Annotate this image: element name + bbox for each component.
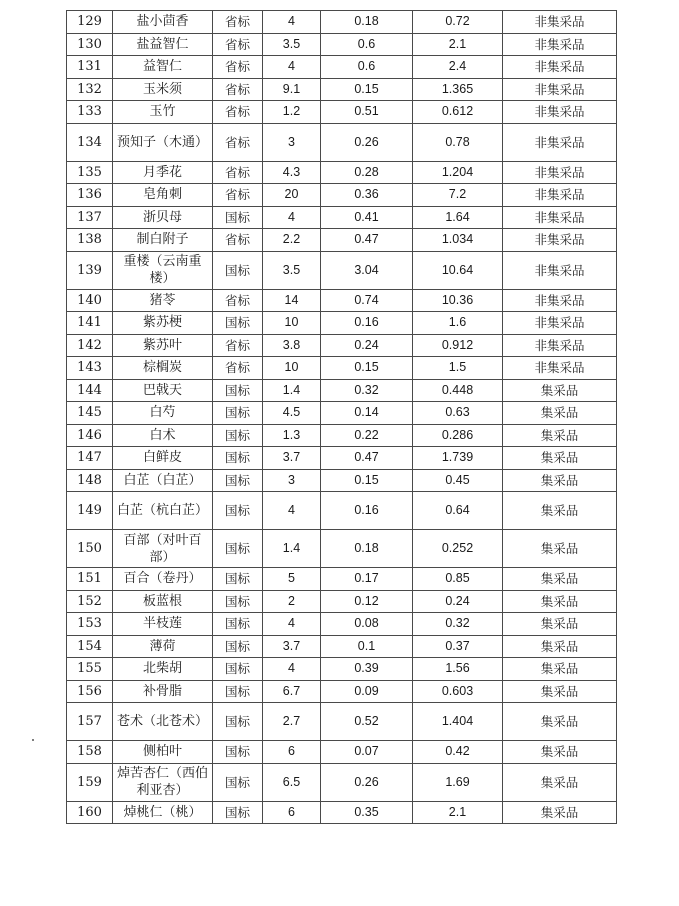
- value-b: 0.07: [321, 741, 413, 764]
- value-a: 4.5: [263, 402, 321, 425]
- procurement-category: 集采品: [503, 741, 617, 764]
- standard: 省标: [213, 33, 263, 56]
- procurement-category: 集采品: [503, 424, 617, 447]
- procurement-category: 集采品: [503, 613, 617, 636]
- table-row: [67, 658, 617, 681]
- table-row: [67, 33, 617, 56]
- value-c: 0.78: [413, 123, 503, 161]
- value-c: 1.56: [413, 658, 503, 681]
- standard: 省标: [213, 56, 263, 79]
- procurement-category: 集采品: [503, 530, 617, 568]
- value-b: 0.24: [321, 334, 413, 357]
- procurement-category: 集采品: [503, 658, 617, 681]
- herb-name: 白术: [113, 424, 213, 447]
- row-number: 148: [67, 469, 113, 492]
- value-a: 3: [263, 469, 321, 492]
- value-c: 2.1: [413, 801, 503, 824]
- herb-name: 白鲜皮: [113, 447, 213, 470]
- procurement-category: 集采品: [503, 568, 617, 591]
- value-a: 3: [263, 123, 321, 161]
- value-a: 6: [263, 741, 321, 764]
- standard: 国标: [213, 658, 263, 681]
- value-a: 1.4: [263, 379, 321, 402]
- procurement-category: 非集采品: [503, 56, 617, 79]
- value-c: 0.37: [413, 635, 503, 658]
- standard: 国标: [213, 703, 263, 741]
- standard: 国标: [213, 447, 263, 470]
- value-b: 0.6: [321, 56, 413, 79]
- table-row: [67, 492, 617, 530]
- value-c: 1.034: [413, 229, 503, 252]
- row-number: 136: [67, 184, 113, 207]
- value-c: 0.286: [413, 424, 503, 447]
- row-number: 144: [67, 379, 113, 402]
- table-row: [67, 123, 617, 161]
- herb-name: 月季花: [113, 161, 213, 184]
- value-a: 10: [263, 312, 321, 335]
- value-a: 9.1: [263, 78, 321, 101]
- standard: 省标: [213, 101, 263, 124]
- scan-speck: [32, 739, 34, 741]
- value-a: 6: [263, 801, 321, 824]
- herb-name: 白芍: [113, 402, 213, 425]
- value-a: 3.7: [263, 447, 321, 470]
- herb-name: 紫苏叶: [113, 334, 213, 357]
- herb-name: 盐小茴香: [113, 11, 213, 34]
- value-b: 0.15: [321, 78, 413, 101]
- table-row: [67, 78, 617, 101]
- value-c: 0.42: [413, 741, 503, 764]
- procurement-category: 非集采品: [503, 101, 617, 124]
- herb-name: 紫苏梗: [113, 312, 213, 335]
- standard: 省标: [213, 289, 263, 312]
- procurement-category: 非集采品: [503, 161, 617, 184]
- standard: 国标: [213, 206, 263, 229]
- herb-name: 百合（卷丹）: [113, 568, 213, 591]
- table-row: [67, 289, 617, 312]
- standard: 国标: [213, 379, 263, 402]
- procurement-category: 非集采品: [503, 184, 617, 207]
- value-c: 0.32: [413, 613, 503, 636]
- value-c: 2.4: [413, 56, 503, 79]
- table-row: [67, 251, 617, 289]
- standard: 国标: [213, 251, 263, 289]
- value-b: 0.12: [321, 590, 413, 613]
- procurement-category: 集采品: [503, 402, 617, 425]
- standard: 省标: [213, 357, 263, 380]
- procurement-category: 集采品: [503, 379, 617, 402]
- value-b: 3.04: [321, 251, 413, 289]
- table-row: [67, 613, 617, 636]
- value-c: 0.45: [413, 469, 503, 492]
- value-c: 10.64: [413, 251, 503, 289]
- table-row: [67, 635, 617, 658]
- row-number: 134: [67, 123, 113, 161]
- standard: 省标: [213, 334, 263, 357]
- value-a: 4: [263, 11, 321, 34]
- value-b: 0.52: [321, 703, 413, 741]
- table-row: [67, 229, 617, 252]
- value-c: 0.64: [413, 492, 503, 530]
- value-c: 0.912: [413, 334, 503, 357]
- procurement-category: 非集采品: [503, 11, 617, 34]
- value-a: 2.7: [263, 703, 321, 741]
- table-row: [67, 357, 617, 380]
- value-b: 0.17: [321, 568, 413, 591]
- procurement-category: 集采品: [503, 635, 617, 658]
- row-number: 137: [67, 206, 113, 229]
- table-row: [67, 101, 617, 124]
- procurement-category: 集采品: [503, 763, 617, 801]
- row-number: 142: [67, 334, 113, 357]
- value-a: 5: [263, 568, 321, 591]
- value-c: 0.24: [413, 590, 503, 613]
- standard: 省标: [213, 161, 263, 184]
- herb-name: 益智仁: [113, 56, 213, 79]
- row-number: 133: [67, 101, 113, 124]
- value-c: 0.603: [413, 680, 503, 703]
- row-number: 150: [67, 530, 113, 568]
- standard: 国标: [213, 312, 263, 335]
- table-row: [67, 530, 617, 568]
- table-row: [67, 206, 617, 229]
- standard: 国标: [213, 402, 263, 425]
- value-b: 0.16: [321, 312, 413, 335]
- value-c: 1.6: [413, 312, 503, 335]
- value-a: 10: [263, 357, 321, 380]
- value-a: 3.5: [263, 251, 321, 289]
- table-row: [67, 469, 617, 492]
- value-b: 0.36: [321, 184, 413, 207]
- value-c: 1.64: [413, 206, 503, 229]
- value-a: 2: [263, 590, 321, 613]
- value-c: 2.1: [413, 33, 503, 56]
- table-row: [67, 56, 617, 79]
- value-c: 0.612: [413, 101, 503, 124]
- row-number: 138: [67, 229, 113, 252]
- row-number: 146: [67, 424, 113, 447]
- value-a: 3.8: [263, 334, 321, 357]
- value-b: 0.35: [321, 801, 413, 824]
- herb-name: 白芷（杭白芷）: [113, 492, 213, 530]
- value-b: 0.41: [321, 206, 413, 229]
- value-c: 0.252: [413, 530, 503, 568]
- procurement-category: 非集采品: [503, 229, 617, 252]
- value-a: 4: [263, 206, 321, 229]
- standard: 省标: [213, 11, 263, 34]
- value-b: 0.26: [321, 123, 413, 161]
- herb-name: 预知子（木通）: [113, 123, 213, 161]
- herb-name: 重楼（云南重楼）: [113, 251, 213, 289]
- standard: 省标: [213, 229, 263, 252]
- row-number: 135: [67, 161, 113, 184]
- procurement-category: 非集采品: [503, 357, 617, 380]
- table-row: [67, 424, 617, 447]
- table-row: [67, 680, 617, 703]
- value-b: 0.22: [321, 424, 413, 447]
- row-number: 152: [67, 590, 113, 613]
- table-row: [67, 590, 617, 613]
- row-number: 139: [67, 251, 113, 289]
- row-number: 131: [67, 56, 113, 79]
- value-c: 1.365: [413, 78, 503, 101]
- herb-name: 北柴胡: [113, 658, 213, 681]
- row-number: 153: [67, 613, 113, 636]
- row-number: 156: [67, 680, 113, 703]
- value-b: 0.6: [321, 33, 413, 56]
- table-row: [67, 703, 617, 741]
- herb-name: 侧柏叶: [113, 741, 213, 764]
- table-row: [67, 741, 617, 764]
- row-number: 140: [67, 289, 113, 312]
- procurement-category: 集采品: [503, 590, 617, 613]
- value-b: 0.15: [321, 469, 413, 492]
- table-row: [67, 801, 617, 824]
- herb-name: 制白附子: [113, 229, 213, 252]
- table-row: [67, 312, 617, 335]
- value-a: 4: [263, 56, 321, 79]
- herb-name: 玉米须: [113, 78, 213, 101]
- row-number: 143: [67, 357, 113, 380]
- procurement-category: 非集采品: [503, 123, 617, 161]
- herb-name: 棕榈炭: [113, 357, 213, 380]
- standard: 省标: [213, 184, 263, 207]
- value-b: 0.15: [321, 357, 413, 380]
- herb-name: 巴戟天: [113, 379, 213, 402]
- herb-name: 薄荷: [113, 635, 213, 658]
- value-a: 4: [263, 492, 321, 530]
- value-b: 0.26: [321, 763, 413, 801]
- value-a: 4.3: [263, 161, 321, 184]
- standard: 国标: [213, 469, 263, 492]
- standard: 国标: [213, 680, 263, 703]
- value-c: 1.204: [413, 161, 503, 184]
- row-number: 151: [67, 568, 113, 591]
- herb-name: 皂角刺: [113, 184, 213, 207]
- value-b: 0.09: [321, 680, 413, 703]
- value-b: 0.18: [321, 11, 413, 34]
- standard: 国标: [213, 763, 263, 801]
- procurement-category: 非集采品: [503, 289, 617, 312]
- value-b: 0.08: [321, 613, 413, 636]
- value-b: 0.51: [321, 101, 413, 124]
- value-a: 1.4: [263, 530, 321, 568]
- herb-name: 补骨脂: [113, 680, 213, 703]
- herb-table: [66, 10, 617, 824]
- herb-name: 焯桃仁（桃）: [113, 801, 213, 824]
- standard: 国标: [213, 801, 263, 824]
- standard: 省标: [213, 78, 263, 101]
- value-a: 6.5: [263, 763, 321, 801]
- table-row: [67, 11, 617, 34]
- value-b: 0.47: [321, 229, 413, 252]
- value-a: 20: [263, 184, 321, 207]
- value-a: 14: [263, 289, 321, 312]
- row-number: 159: [67, 763, 113, 801]
- row-number: 145: [67, 402, 113, 425]
- herb-name: 玉竹: [113, 101, 213, 124]
- table-row: [67, 379, 617, 402]
- value-c: 1.69: [413, 763, 503, 801]
- herb-name: 苍术（北苍术）: [113, 703, 213, 741]
- value-c: 10.36: [413, 289, 503, 312]
- value-c: 1.404: [413, 703, 503, 741]
- row-number: 158: [67, 741, 113, 764]
- table-row: [67, 161, 617, 184]
- procurement-category: 非集采品: [503, 206, 617, 229]
- value-a: 3.5: [263, 33, 321, 56]
- row-number: 141: [67, 312, 113, 335]
- table-row: [67, 402, 617, 425]
- value-c: 1.5: [413, 357, 503, 380]
- standard: 国标: [213, 568, 263, 591]
- procurement-category: 集采品: [503, 469, 617, 492]
- value-a: 3.7: [263, 635, 321, 658]
- row-number: 157: [67, 703, 113, 741]
- row-number: 130: [67, 33, 113, 56]
- row-number: 160: [67, 801, 113, 824]
- value-c: 0.63: [413, 402, 503, 425]
- value-c: 0.85: [413, 568, 503, 591]
- value-a: 1.2: [263, 101, 321, 124]
- value-a: 4: [263, 613, 321, 636]
- value-c: 7.2: [413, 184, 503, 207]
- table-row: [67, 568, 617, 591]
- standard: 国标: [213, 741, 263, 764]
- row-number: 149: [67, 492, 113, 530]
- herb-name: 猪苓: [113, 289, 213, 312]
- value-b: 0.32: [321, 379, 413, 402]
- row-number: 132: [67, 78, 113, 101]
- value-a: 1.3: [263, 424, 321, 447]
- standard: 省标: [213, 123, 263, 161]
- procurement-category: 非集采品: [503, 78, 617, 101]
- table-row: [67, 334, 617, 357]
- herb-name: 焯苦杏仁（西伯利亚杏）: [113, 763, 213, 801]
- value-c: 0.448: [413, 379, 503, 402]
- value-b: 0.39: [321, 658, 413, 681]
- value-c: 1.739: [413, 447, 503, 470]
- procurement-category: 集采品: [503, 680, 617, 703]
- row-number: 129: [67, 11, 113, 34]
- procurement-category: 集采品: [503, 801, 617, 824]
- procurement-category: 非集采品: [503, 251, 617, 289]
- value-b: 0.18: [321, 530, 413, 568]
- procurement-category: 非集采品: [503, 334, 617, 357]
- value-a: 6.7: [263, 680, 321, 703]
- herb-name: 百部（对叶百部）: [113, 530, 213, 568]
- table-body: [67, 11, 617, 824]
- value-a: 4: [263, 658, 321, 681]
- row-number: 147: [67, 447, 113, 470]
- procurement-category: 集采品: [503, 447, 617, 470]
- standard: 国标: [213, 424, 263, 447]
- row-number: 154: [67, 635, 113, 658]
- herb-name: 白芷（白芷）: [113, 469, 213, 492]
- herb-name: 半枝莲: [113, 613, 213, 636]
- herb-name: 板蓝根: [113, 590, 213, 613]
- value-b: 0.14: [321, 402, 413, 425]
- procurement-category: 集采品: [503, 492, 617, 530]
- standard: 国标: [213, 635, 263, 658]
- value-b: 0.47: [321, 447, 413, 470]
- procurement-category: 非集采品: [503, 312, 617, 335]
- table-row: [67, 763, 617, 801]
- table-row: [67, 447, 617, 470]
- value-a: 2.2: [263, 229, 321, 252]
- standard: 国标: [213, 492, 263, 530]
- row-number: 155: [67, 658, 113, 681]
- herb-name: 浙贝母: [113, 206, 213, 229]
- standard: 国标: [213, 613, 263, 636]
- standard: 国标: [213, 590, 263, 613]
- value-c: 0.72: [413, 11, 503, 34]
- value-b: 0.1: [321, 635, 413, 658]
- procurement-category: 非集采品: [503, 33, 617, 56]
- value-b: 0.28: [321, 161, 413, 184]
- table-row: [67, 184, 617, 207]
- value-b: 0.16: [321, 492, 413, 530]
- standard: 国标: [213, 530, 263, 568]
- herb-name: 盐益智仁: [113, 33, 213, 56]
- value-b: 0.74: [321, 289, 413, 312]
- procurement-category: 集采品: [503, 703, 617, 741]
